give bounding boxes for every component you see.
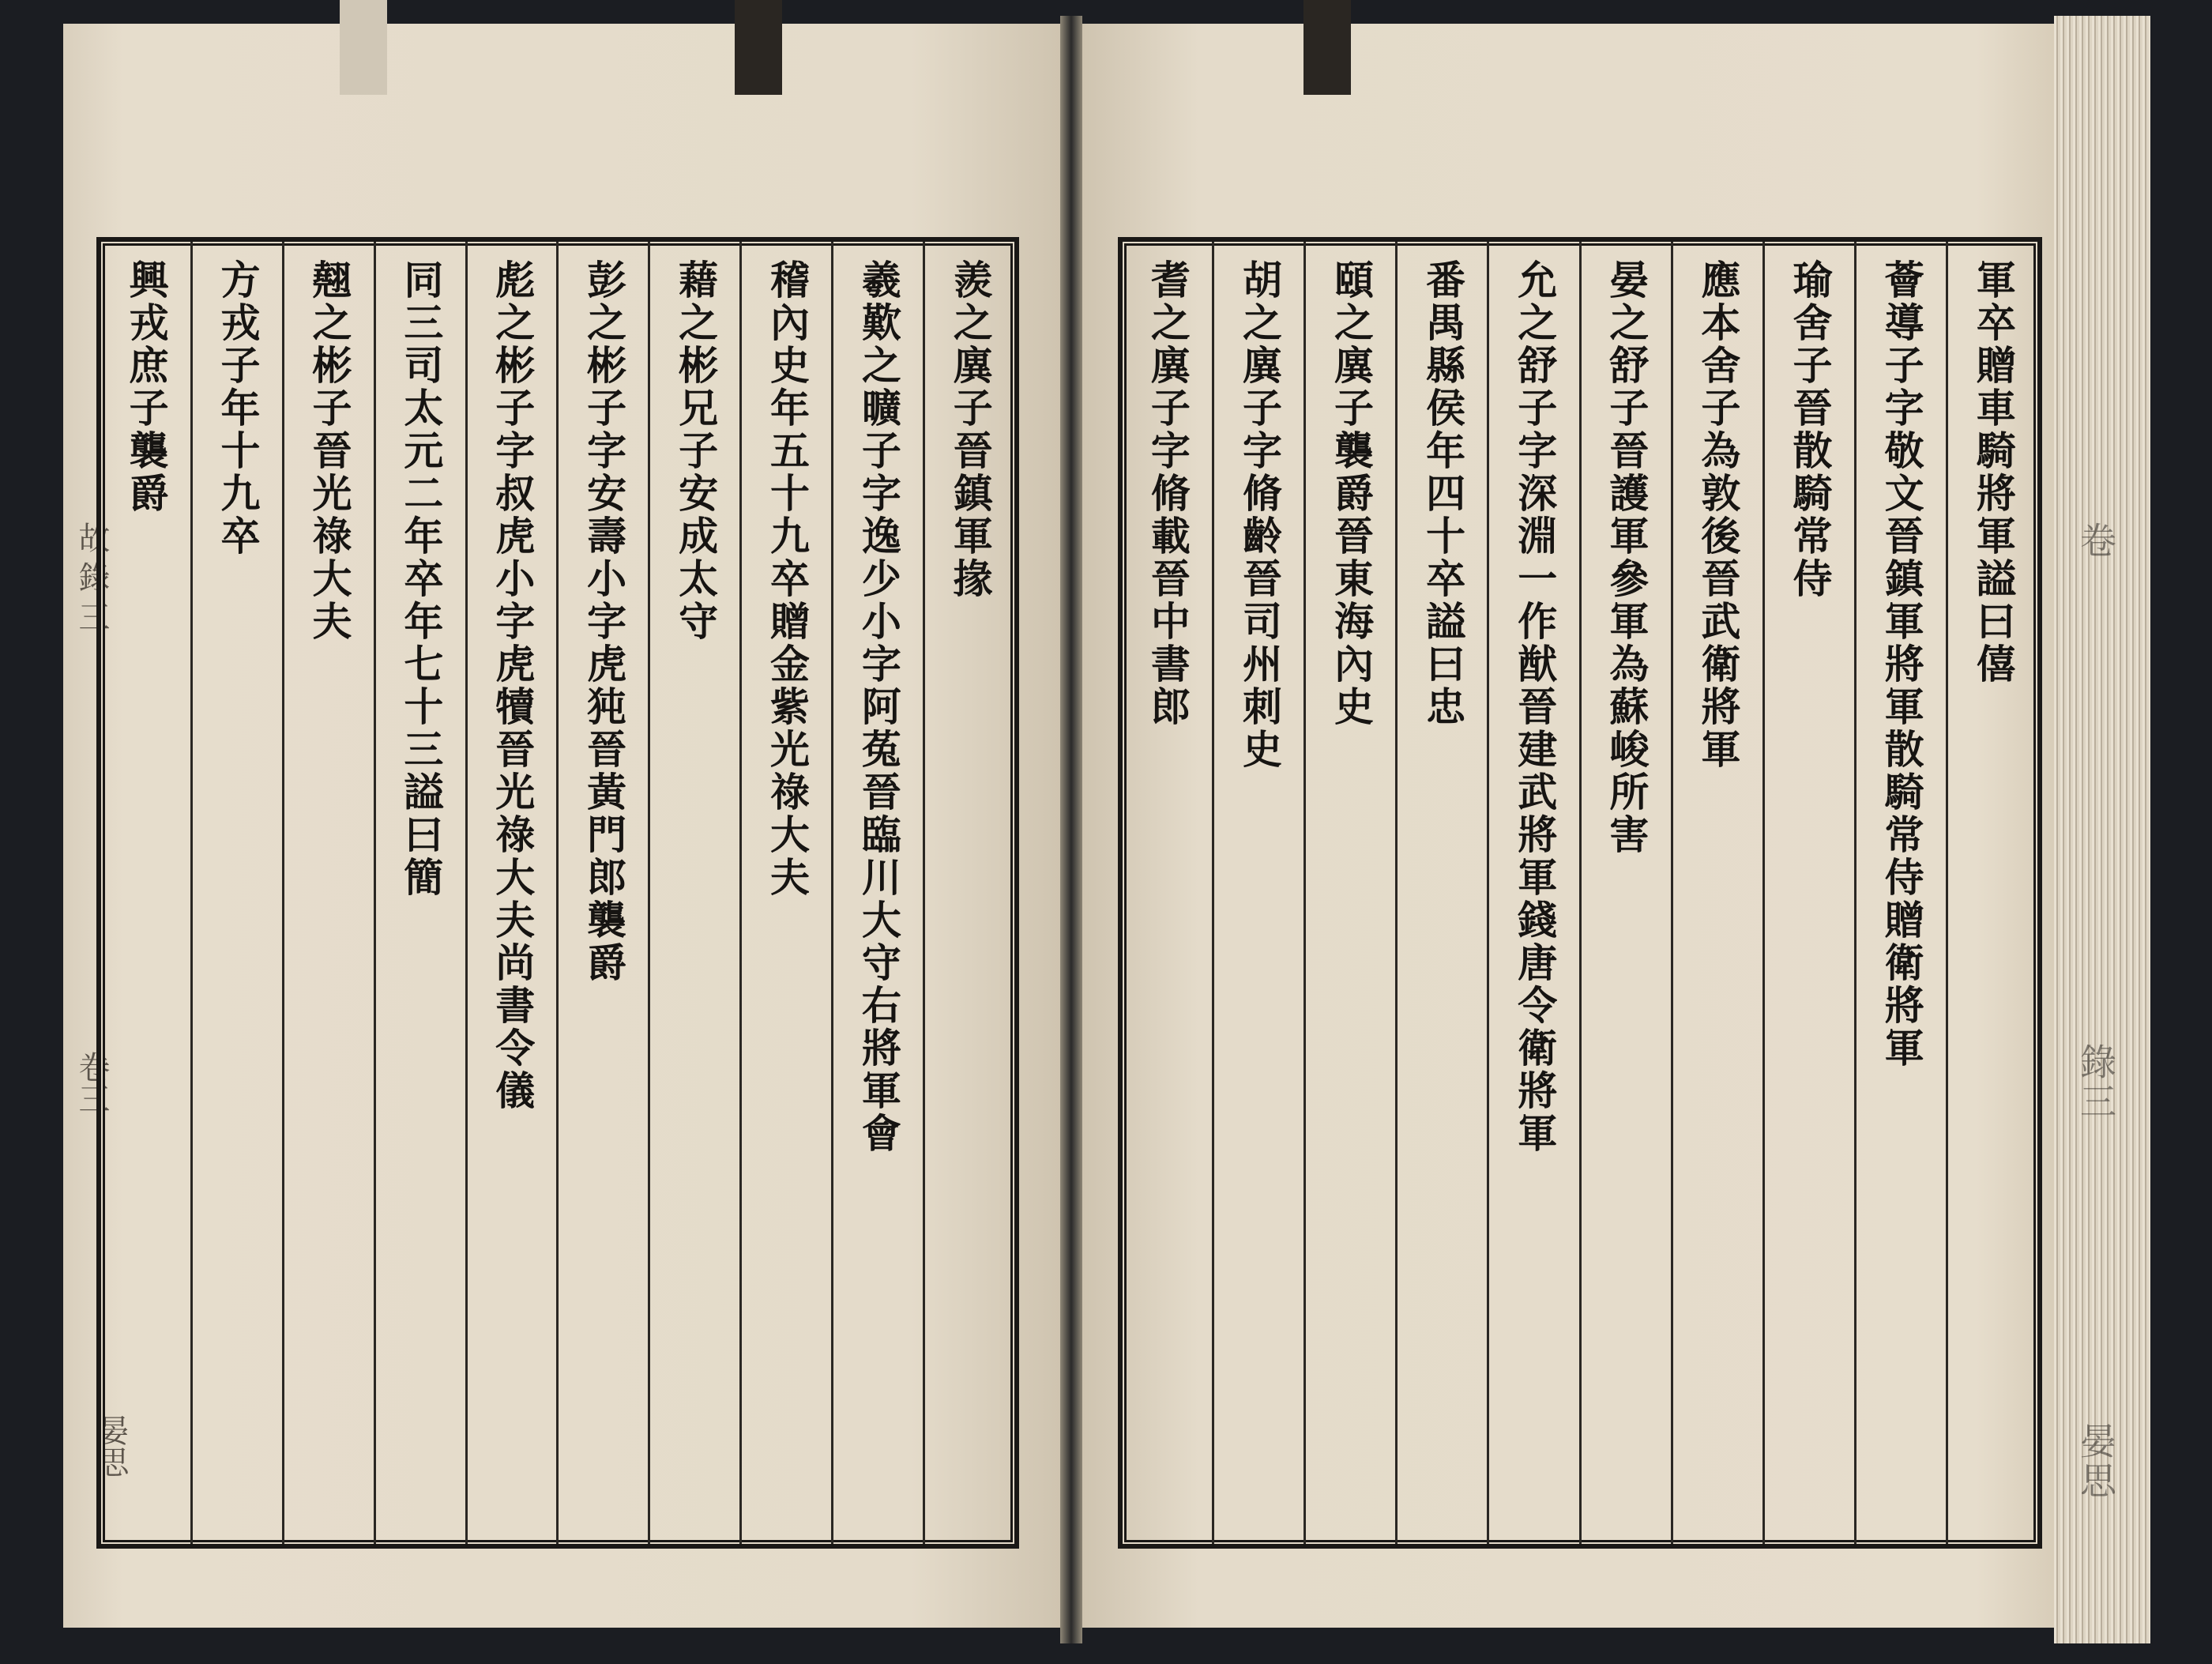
top-dark-tab [735, 0, 782, 95]
text-column [648, 242, 739, 1544]
text-column [101, 242, 190, 1544]
column-text: 稽內史年五十九卒贈金紫光祿大夫 [763, 259, 811, 899]
column-text: 彪之彬子字叔虎小字虎犢晉光祿大夫尚書令儀 [489, 259, 536, 1112]
top-dark-tab [1304, 0, 1351, 95]
left-text-block [96, 237, 1019, 1549]
column-text: 薈導子字敬文晉鎮軍將軍散騎常侍贈衛將軍 [1878, 259, 1925, 1070]
text-column [1579, 242, 1671, 1544]
text-column [282, 242, 374, 1544]
text-column [190, 242, 282, 1544]
column-text: 頤之廙子襲爵晉東海內史 [1328, 259, 1375, 728]
text-column [465, 242, 557, 1544]
column-text: 藉之彬兄子安成太守 [672, 259, 720, 643]
book-gutter [1060, 16, 1082, 1643]
column-text: 軍卒贈車騎將軍謚曰僖 [1969, 259, 2017, 686]
text-column [556, 242, 648, 1544]
column-text: 胡之廙子字脩齡晉司州刺史 [1236, 259, 1283, 771]
text-column [1854, 242, 1946, 1544]
top-dark-tab [340, 0, 387, 95]
text-column [923, 242, 1014, 1544]
column-text: 方戎子年十九卒 [214, 259, 261, 558]
text-column [831, 242, 923, 1544]
column-text: 羲歎之曠子字逸少小字阿菟晉臨川大守右將軍會 [855, 259, 902, 1155]
text-column [739, 242, 831, 1544]
edge-label: 晏思 [2075, 1422, 2117, 1501]
text-column [1212, 242, 1304, 1544]
margin-label: 故錄三 [73, 521, 110, 640]
margin-label: 晏思 [92, 1414, 129, 1478]
text-column [1487, 242, 1578, 1544]
column-text: 晏之舒子晉護軍參軍為蘇峻所害 [1603, 259, 1650, 856]
column-text: 翹之彬子晉光祿大夫 [306, 259, 353, 643]
margin-label: 卷三 [73, 1051, 110, 1114]
column-text: 同三司太元二年卒年七十三謚曰簡 [397, 259, 445, 899]
right-text-block [1118, 237, 2042, 1549]
text-column [1304, 242, 1395, 1544]
text-column [1395, 242, 1487, 1544]
text-column [1671, 242, 1762, 1544]
text-column [1123, 242, 1212, 1544]
text-column [374, 242, 465, 1544]
column-text: 瑜舍子晉散騎常侍 [1786, 259, 1834, 600]
column-text: 應本舍子為敦後晉武衛將軍 [1695, 259, 1742, 771]
text-column [1762, 242, 1854, 1544]
column-text: 興戎庶子襲爵 [122, 259, 170, 515]
edge-label: 錄三 [2075, 1043, 2117, 1122]
column-text: 番禺縣侯年四十卒謚曰忠 [1420, 259, 1467, 728]
edge-label: 卷 [2075, 521, 2117, 561]
column-text: 彭之彬子字安壽小字虎㹠晉黃門郎襲爵 [581, 259, 628, 984]
text-column [1946, 242, 2037, 1544]
column-text: 耆之廙子字脩載晉中書郎 [1144, 259, 1191, 728]
column-text: 允之舒子字深淵一作猷晉建武將軍錢唐令衛將軍 [1511, 259, 1559, 1155]
page-edges [2054, 16, 2150, 1643]
column-text: 羨之廙子晉鎮軍掾 [946, 259, 994, 600]
